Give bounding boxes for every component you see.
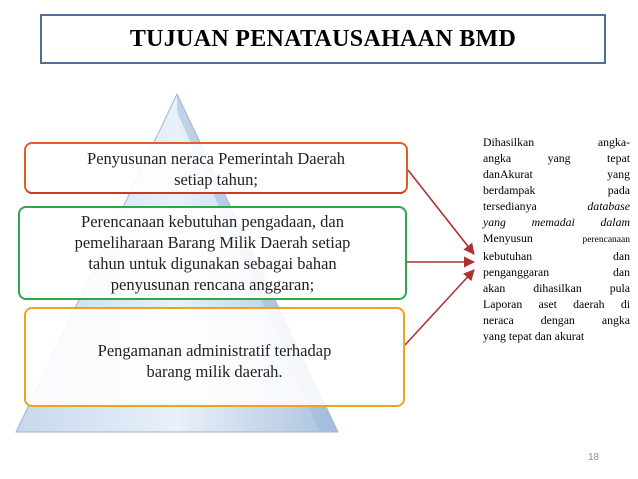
level1-line2: setiap tahun; [174,170,258,189]
pyramid-level-1 [24,142,408,194]
pyramid-level-2 [18,206,407,300]
desc-line-8: kebutuhan dan [483,249,630,263]
desc-line-10: akan dihasilkan pula [483,281,630,295]
level2-line3: tahun untuk digunakan sebagai bahan [88,254,337,273]
arrow-bottom [405,270,474,345]
pyramid-level-3 [24,307,405,407]
level3-line1: Pengamanan administratif terhadap [97,341,332,360]
desc-line-2: angka yang tepat [483,151,630,165]
page-number: 18 [588,452,600,463]
desc-line-5: tersedianya database [483,199,630,213]
desc-line-4: berdampak pada [483,183,630,197]
desc-line-11: Laporan aset daerah di [483,297,630,311]
desc-line-9: penganggaran dan [483,265,630,279]
arrow-top [408,170,474,254]
level2-line1: Perencanaan kebutuhan pengadaan, dan [81,212,344,231]
result-description [483,134,630,344]
desc-line-13: yang tepat dan akurat [483,329,585,343]
slide-title: TUJUAN PENATAUSAHAAN BMD [40,14,606,64]
level3-line2: barang milik daerah. [146,362,283,381]
level2-line2: pemeliharaan Barang Milik Daerah setiap [74,233,351,252]
level2-line4: penyusunan rencana anggaran; [110,275,315,294]
desc-line-3: danAkurat yang [483,167,630,181]
desc-line-7: Menyusun perencanaan [483,231,630,245]
level1-line1: Penyusunan neraca Pemerintah Daerah [87,149,345,168]
desc-line-12: neraca dengan angka [483,313,630,327]
desc-line-6: yang memadai dalam [483,215,630,229]
desc-line-1: Dihasilkan angka- [483,135,630,149]
